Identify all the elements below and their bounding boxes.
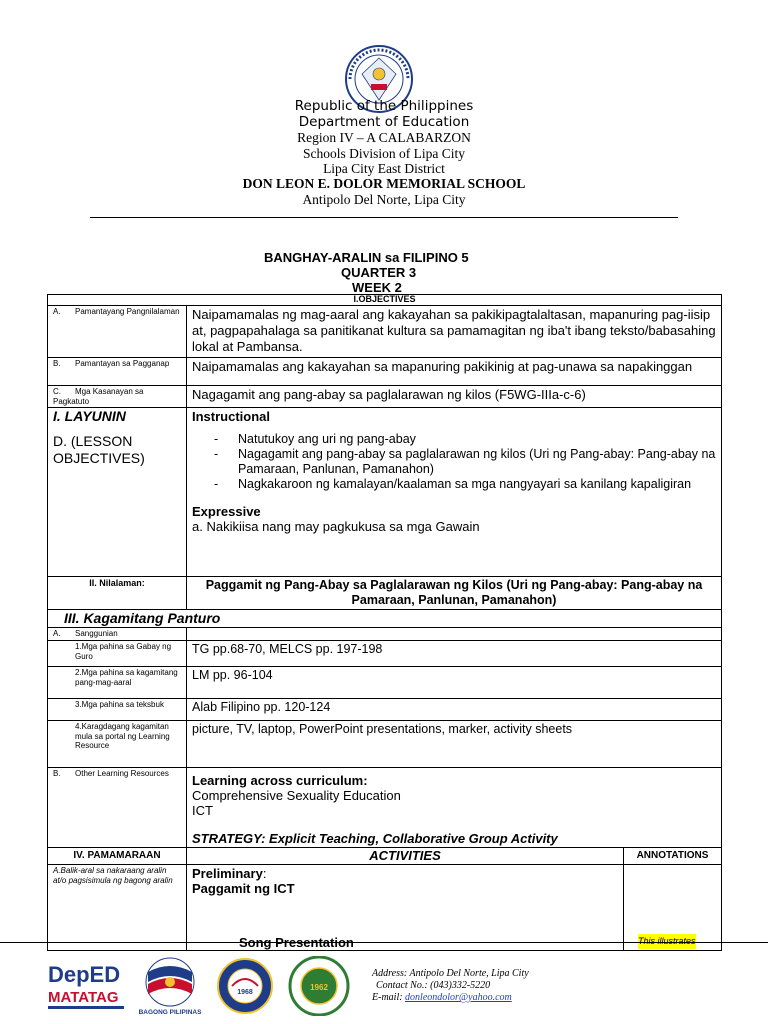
deped-matatag-logo	[46, 958, 126, 1012]
ref1-label: 1.Mga pahina sa Gabay ng Guro	[48, 641, 187, 667]
sanggunian-label: A. Sanggunian	[48, 628, 187, 641]
ref2-label: 2.Mga pahina sa kagamitang pang-mag-aaral	[48, 667, 187, 699]
ref4-label: 4.Karagdagang kagamitan mula sa portal ng Learning Resource	[48, 721, 187, 768]
footer-contact-number: Contact No.: (043)332-5220	[376, 980, 491, 991]
balik-aral-annotation	[624, 865, 722, 951]
sanggunian-empty	[187, 628, 722, 641]
ict-text: ICT	[192, 803, 213, 818]
balik-aral-activity	[187, 865, 624, 951]
quarter-label: QUARTER 3	[341, 265, 417, 280]
week-label: WEEK 2	[352, 280, 402, 295]
footer-email-line	[372, 992, 529, 1004]
expressive-label: Expressive	[192, 504, 261, 519]
cse-text: Comprehensive Sexuality Education	[192, 788, 401, 803]
footer-divider	[0, 942, 768, 943]
strategy-text: STRATEGY: Explicit Teaching, Collaborative Group Activity	[192, 831, 558, 846]
school-name: DON LEON E. DOLOR MEMORIAL SCHOOL	[242, 176, 526, 191]
region-line: Region IV – A CALABARZON	[297, 130, 471, 145]
performance-standard-text: Naipamamalas ang kakayahan sa mapanuring pakikinig at pag-unawa sa napakinggan	[187, 358, 722, 386]
objectives-detail-cell	[187, 408, 722, 577]
footer-email-link[interactable]: donleondolor@yahoo.com	[405, 992, 512, 1003]
objectives-list	[192, 432, 716, 492]
content-standard-label: A. Pamantayang Pangnilalaman	[48, 306, 187, 358]
school-address: Antipolo Del Norte, Lipa City	[302, 192, 466, 207]
ref3-label: 3.Mga pahina sa teksbuk	[48, 699, 187, 721]
pamamaraan-label: IV. PAMAMARAAN	[48, 848, 187, 865]
song-presentation-label: Song Presentation	[239, 935, 354, 950]
annotations-header: ANNOTATIONS	[624, 848, 722, 865]
annotation-highlight: This illustrates	[638, 934, 696, 949]
lesson-objectives-label: D. (LESSON OBJECTIVES)	[53, 433, 145, 466]
school-seal-logo	[284, 956, 354, 1016]
ref4-text: picture, TV, laptop, PowerPoint presentations, marker, activity sheets	[187, 721, 722, 768]
header-divider	[90, 217, 678, 218]
paggamit-ict-label: Paggamit ng ICT	[192, 881, 295, 896]
lesson-plan-table	[47, 294, 722, 951]
footer-contact	[372, 968, 529, 1004]
objective-item: - Nagagamit ang pang-abay sa paglalarawan ng kilos (Uri ng Pang-abay: Pang-abay na Pamaraan, Panlunan, Pamanahon)	[214, 447, 716, 477]
republic-line: Republic of the Philippines	[294, 98, 474, 114]
deped-wordmark: DepED	[48, 962, 121, 987]
nilalaman-text: Paggamit ng Pang-Abay sa Paglalarawan ng Kilos (Uri ng Pang-abay: Pang-abay na Pamaraan, Panlunan, Pamanahon)	[187, 577, 722, 610]
objectives-header: I.OBJECTIVES	[48, 295, 722, 306]
division-line: Schools Division of Lipa City	[303, 146, 465, 161]
nilalaman-label: II. Nilalaman:	[48, 577, 187, 610]
ref3-text: Alab Filipino pp. 120-124	[187, 699, 722, 721]
ref2-text: LM pp. 96-104	[187, 667, 722, 699]
school-seal-year: 1962	[310, 983, 328, 992]
sdo-seal-year: 1968	[237, 989, 253, 996]
lesson-plan-title: BANGHAY-ARALIN sa FILIPINO 5	[264, 250, 469, 265]
ref1-text: TG pp.68-70, MELCS pp. 197-198	[187, 641, 722, 667]
competencies-text: Nagagamit ang pang-abay sa paglalarawan ng kilos (F5WG-IIIa-c-6)	[187, 386, 722, 408]
bagong-pilipinas-text: BAGONG PILIPINAS	[138, 1009, 202, 1016]
department-line: Department of Education	[298, 114, 470, 130]
content-standard-text: Naipamamalas ng mag-aaral ang kakayahan sa pakikipagtalaltasan, mapanuring pag-iisip at, pagpapahalaga sa panitikanat kultura sa pamamagitan ng iba't ibang teksto/babasahing lokal at Pambansa.	[187, 306, 722, 358]
layunin-cell	[48, 408, 187, 577]
performance-standard-label: B. Pamantayan sa Pagganap	[48, 358, 187, 386]
sdo-lipa-seal-logo	[210, 958, 280, 1014]
district-line: Lipa City East District	[323, 161, 445, 176]
learning-across-heading: Learning across curriculum:	[192, 773, 368, 788]
bagong-pilipinas-logo	[134, 956, 206, 1016]
kagamitan-title: III. Kagamitang Panturo	[48, 610, 722, 628]
balik-aral-label: A.Balik-aral sa nakaraang aralin at/o pagsisimula ng bagong aralin	[48, 865, 187, 951]
activities-header: ACTIVITIES	[187, 848, 624, 865]
matatag-wordmark: MATATAG	[48, 989, 119, 1006]
objective-item: - Natutukoy ang uri ng pang-abay	[214, 432, 716, 447]
objective-item: - Nagkakaroon ng kamalayan/kaalaman sa mga nangyayari sa kanilang kapaligiran	[214, 477, 716, 492]
expressive-text: a. Nakikiisa nang may pagkukusa sa mga Gawain	[192, 519, 480, 534]
other-resources-label: B. Other Learning Resources	[48, 768, 187, 848]
preliminary-label: Preliminary	[192, 866, 263, 881]
layunin-title: I. LAYUNIN	[53, 408, 126, 424]
instructional-label: Instructional	[192, 409, 271, 424]
footer-address: Address: Antipolo Del Norte, Lipa City	[372, 968, 529, 979]
footer-email-label: E-mail:	[372, 992, 406, 1003]
preliminary-colon: :	[262, 866, 267, 881]
other-resources-cell	[187, 768, 722, 848]
competencies-label: C. Mga Kasanayan sa Pagkatuto	[48, 386, 187, 408]
